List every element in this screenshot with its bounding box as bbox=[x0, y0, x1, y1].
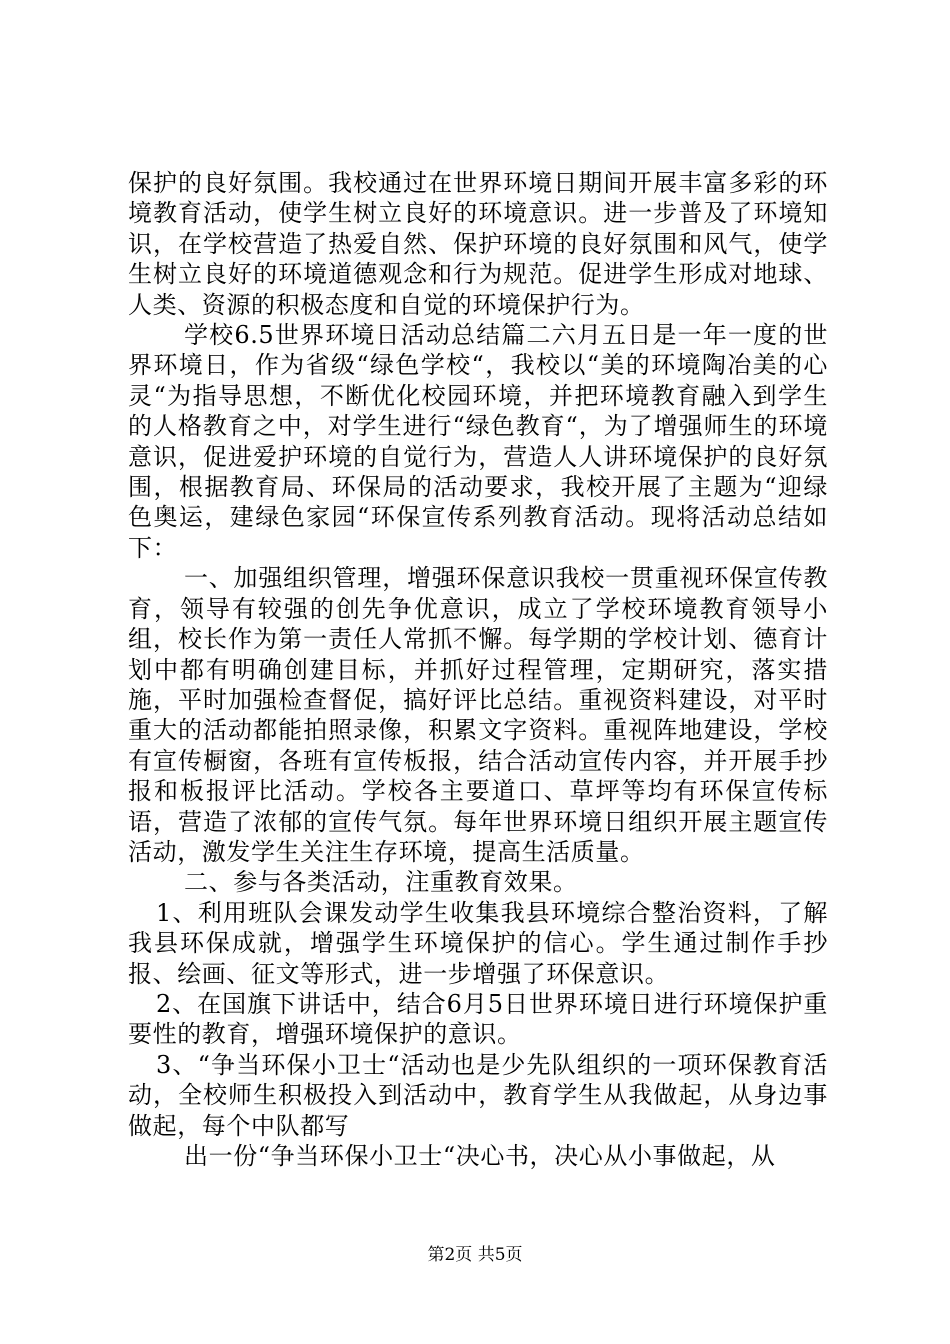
paragraph-item-1: 1、利用班队会课发动学生收集我县环境综合整治资料，了解我县环保成就，增强学生环境保护的信心。学生通过制作手抄报、绘画、征文等形式，进一步增强了环保意识。 bbox=[128, 898, 828, 988]
paragraph-summary-intro: 学校6.5世界环境日活动总结篇二六月五日是一年一度的世界环境日，作为省级“绿色学校“，我校以“美的环境陶冶美的心灵“为指导思想，不断优化校园环境，并把环境教育融入到学生的人格教育之中，对学生进行“绿色教育“，为了增强师生的环境意识，促进爱护环境的自觉行为，营造人人讲环境保护的良好氛围，根据教育局、环保局的活动要求，我校开展了主题为“迎绿色奥运，建绿色家园“环保宣传系列教育活动。现将活动总结如下： bbox=[128, 321, 828, 562]
document-body bbox=[128, 168, 828, 1171]
paragraph-activities-heading: 二、参与各类活动，注重教育效果。 bbox=[184, 868, 578, 897]
paragraph-item-3: 3、“争当环保小卫士“活动也是少先队组织的一项环保教育活动，全校师生积极投入到活动中，教育学生从我做起，从身边事做起，每个中队都写 bbox=[128, 1050, 828, 1140]
paragraph-environment-awareness: 保护的良好氛围。我校通过在世界环境日期间开展丰富多彩的环境教育活动，使学生树立良好的环境意识。进一步普及了环境知识，在学校营造了热爱自然、保护环境的良好氛围和风气，使学生树立良好的环境道德观念和行为规范。促进学生形成对地球、人类、资源的积极态度和自觉的环境保护行为。 bbox=[128, 169, 828, 319]
page-footer: 第2页 共5页 bbox=[427, 1245, 523, 1265]
paragraph-continuation: 出一份“争当环保小卫士“决心书，决心从小事做起，从 bbox=[184, 1142, 776, 1170]
paragraph-organization-management: 一、加强组织管理，增强环保意识我校一贯重视环保宣传教育，领导有较强的创先争优意识，成立了学校环境教育领导小组，校长作为第一责任人常抓不懈。每学期的学校计划、德育计划中都有明确创建目标，并抓好过程管理，定期研究，落实措施，平时加强检查督促，搞好评比总结。重视资料建设，对平时重大的活动都能拍照录像，积累文字资料。重视阵地建设，学校有宣传橱窗，各班有宣传板报，结合活动宣传内容，并开展手抄报和板报评比活动。学校各主要道口、草坪等均有环保宣传标语，营造了浓郁的宣传气氛。每年世界环境日组织开展主题宣传活动，激发学生关注生存环境，提高生活质量。 bbox=[128, 564, 828, 866]
paragraph-item-2: 2、在国旗下讲话中，结合6月5日世界环境日进行环境保护重要性的教育，增强环境保护的意识。 bbox=[128, 989, 828, 1049]
